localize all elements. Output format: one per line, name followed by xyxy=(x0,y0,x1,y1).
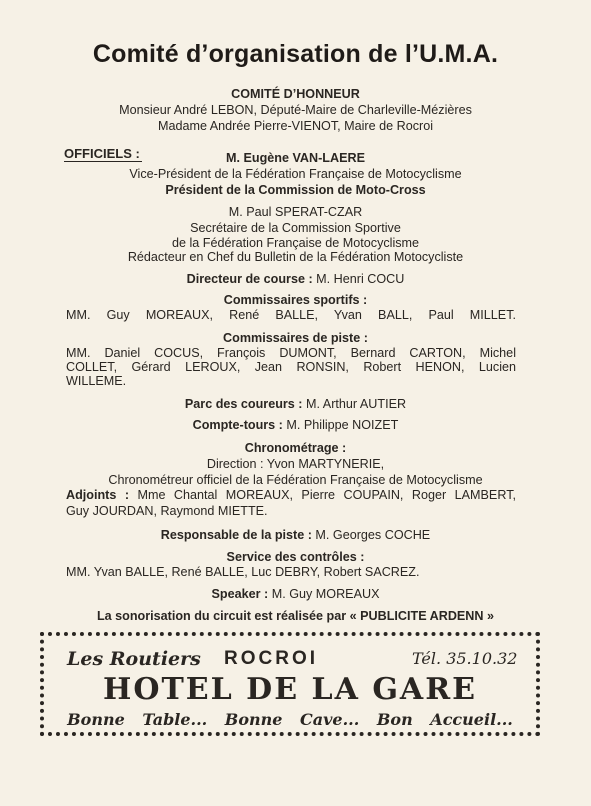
secretary-line-2: de la Fédération Française de Motocyclisme xyxy=(171,236,420,250)
honneur-heading: COMITÉ D’HONNEUR xyxy=(231,87,360,101)
speaker-value: M. Guy MOREAUX xyxy=(268,587,380,601)
speaker-label: Speaker : xyxy=(211,587,269,601)
president-name: M. Eugène VAN-LAERE xyxy=(225,151,365,165)
ad-tagline: Bonne Table... Bonne Cave... Bon Accueil... xyxy=(67,710,513,729)
compte-tours-label: Compte-tours : xyxy=(192,418,283,432)
responsable-label: Responsable de la piste : xyxy=(160,528,312,542)
parc-line xyxy=(0,396,591,412)
responsable-line xyxy=(0,527,591,543)
ad-hotel-name: HOTEL DE LA GARE xyxy=(102,672,478,707)
compte-tours-value: M. Philippe NOIZET xyxy=(282,418,399,432)
parc-value: M. Arthur AUTIER xyxy=(302,397,407,411)
sonorisation-line: La sonorisation du circuit est réalisée par « PUBLICITE ARDENN » xyxy=(96,609,495,623)
controles-text: MM. Yvan BALLE, René BALLE, Luc DEBRY, Robert SACREZ. xyxy=(66,565,420,579)
commissaires-piste-line-3: WILLEME. xyxy=(66,374,127,388)
ad-city: ROCROI xyxy=(224,648,318,669)
honneur-line-1: Monsieur André LEBON, Député-Maire de Charleville-Mézières xyxy=(119,103,472,117)
commissaires-sportifs-heading: Commissaires sportifs : xyxy=(223,293,368,307)
chrono-adjoints-line-2: Guy JOURDAN, Raymond MIETTE. xyxy=(66,504,268,518)
chrono-direction: Direction : Yvon MARTYNERIE, xyxy=(206,457,385,471)
secretary-line-3: Rédacteur en Chef du Bulletin de la Fédération Motocycliste xyxy=(127,250,464,264)
hotel-advertisement xyxy=(40,632,540,736)
chrono-adjoints-line-1 xyxy=(66,488,516,504)
commissaires-piste-heading: Commissaires de piste : xyxy=(223,331,368,345)
speaker-line xyxy=(0,586,591,602)
parc-label: Parc des coureurs : xyxy=(184,397,303,411)
chrono-heading: Chronométrage : xyxy=(244,441,347,455)
ad-telephone: Tél. 35.10.32 xyxy=(412,649,518,668)
directeur-line xyxy=(0,271,591,287)
directeur-label: Directeur de course : xyxy=(186,272,313,286)
president-role-1: Vice-Président de la Fédération Française de Motocyclisme xyxy=(129,167,462,181)
secretary-name: M. Paul SPERAT-CZAR xyxy=(228,205,363,219)
commissaires-piste-line-1: MM. Daniel COCUS, François DUMONT, Bernard CARTON, Michel xyxy=(66,346,516,360)
controles-heading: Service des contrôles : xyxy=(226,550,365,564)
secretary-line-1: Secrétaire de la Commission Sportive xyxy=(190,221,401,235)
chrono-official: Chronométreur officiel de la Fédération Française de Motocyclisme xyxy=(108,473,483,487)
president-role-2: Président de la Commission de Moto-Cross xyxy=(165,183,426,197)
adjoints-label: Adjoints : xyxy=(66,488,130,502)
adjoints-names: Mme Chantal MOREAUX, Pierre COUPAIN, Roger LAMBERT, xyxy=(129,488,516,502)
responsable-value: M. Georges COCHE xyxy=(311,528,431,542)
honneur-line-2: Madame Andrée Pierre-VIENOT, Maire de Rocroi xyxy=(157,119,434,133)
directeur-value: M. Henri COCU xyxy=(312,272,405,286)
page-title: Comité d’organisation de l’U.M.A. xyxy=(92,40,499,68)
officiels-label: OFFICIELS : xyxy=(64,146,140,161)
commissaires-piste-line-2: COLLET, Gérard LEROUX, Jean RONSIN, Robert HENON, Lucien xyxy=(66,360,516,374)
compte-tours-line xyxy=(0,417,591,433)
commissaires-sportifs-text: MM. Guy MOREAUX, René BALLE, Yvan BALL, Paul MILLET. xyxy=(66,308,516,322)
ad-routiers: Les Routiers xyxy=(67,648,201,670)
